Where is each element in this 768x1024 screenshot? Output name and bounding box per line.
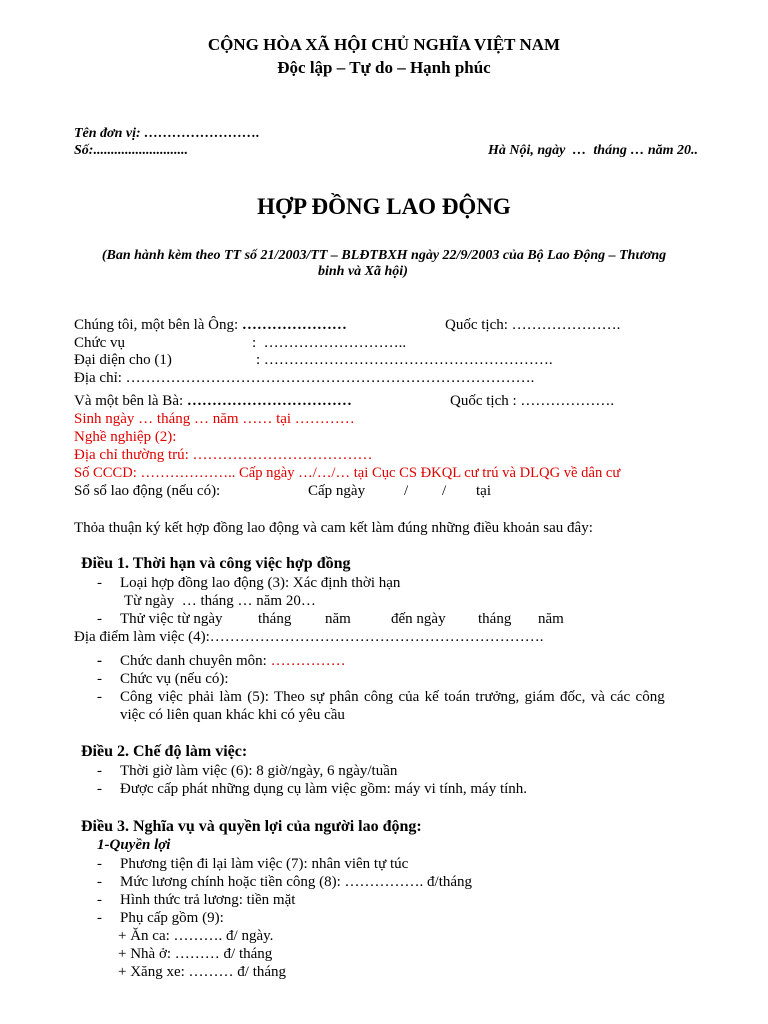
party-b-dob: Sinh ngày … tháng … năm …… tại ………… [74, 411, 355, 427]
bullet-dash: - [97, 575, 102, 591]
party-b-residence: Địa chỉ thường trú: ……………………………… [74, 447, 373, 463]
bullet-dash: - [97, 653, 102, 669]
party-b-intro-label: Và một bên là Bà: [74, 393, 184, 409]
bullet-dash: - [97, 689, 102, 705]
article-2-heading: Điều 2. Chế độ làm việc: [81, 743, 248, 760]
party-b-issued-label: Cấp ngày [308, 483, 366, 499]
party-a-position-value: : ……………………….. [252, 335, 407, 351]
job-position: Chức vụ (nếu có): [120, 671, 229, 687]
unit-name-line: Tên đơn vị: ……………………. [74, 126, 260, 141]
equipment-provided: Được cấp phát những dụng cụ làm việc gồm: máy vi tính, máy tính. [120, 781, 528, 797]
party-a-intro [74, 316, 347, 334]
professional-title-dots: …………… [266, 653, 346, 669]
motto-heading: Độc lập – Tự do – Hạnh phúc [277, 58, 491, 77]
probation-end-year-label: năm [538, 611, 564, 627]
party-b-labor-book: Sổ sổ lao động (nếu có): [74, 483, 221, 499]
bullet-dash: - [97, 892, 102, 908]
salary-line: Mức lương chính hoặc tiền công (8): ……………. đ/tháng [120, 874, 473, 890]
duties-line-2: việc có liên quan khác khi có yêu cầu [120, 707, 345, 723]
bullet-dash: - [97, 671, 102, 687]
document-number-line: Số:........................... [74, 143, 188, 158]
fuel-allowance: + Xăng xe: ……… đ/ tháng [118, 964, 287, 980]
party-b-issued-slash-1: / [404, 483, 409, 499]
bullet-dash: - [97, 763, 102, 779]
probation-end-month-label: tháng [478, 611, 512, 627]
allowance-line: Phụ cấp gồm (9): [120, 910, 224, 926]
probation-from-label: Thử việc từ ngày [120, 611, 223, 627]
bullet-dash: - [97, 611, 102, 627]
working-hours: Thời giờ làm việc (6): 8 giờ/ngày, 6 ngày/tuần [120, 763, 398, 779]
party-b-occupation: Nghề nghiệp (2): [74, 429, 177, 445]
probation-to-label: đến ngày [391, 611, 446, 627]
housing-allowance: + Nhà ở: ……… đ/ tháng [118, 946, 273, 962]
party-a-represent-label: Đại diện cho (1) [74, 352, 172, 368]
bullet-dash: - [97, 856, 102, 872]
party-a-nationality: Quốc tịch: …………………. [445, 317, 621, 333]
professional-title-label: Chức danh chuyên môn: [120, 653, 267, 669]
agreement-statement: Thỏa thuận ký kết hợp đồng lao động và cam kết làm đúng những điều khoản sau đây: [74, 520, 593, 536]
contract-start-date: Từ ngày … tháng … năm 20… [124, 593, 316, 609]
party-a-position-label: Chức vụ [74, 335, 126, 351]
party-b-nationality: Quốc tịch : ………………. [450, 393, 615, 409]
bullet-dash: - [97, 874, 102, 890]
party-b-intro [74, 392, 352, 410]
place-date-line: Hà Nội, ngày … tháng … năm 20.. [488, 143, 699, 158]
duties-line-1: Công việc phải làm (5): Theo sự phân công của kế toán trưởng, giám đốc, và các công [120, 689, 665, 705]
rights-subheading: 1-Quyền lợi [97, 837, 171, 853]
party-b-issued-slash-2: / [442, 483, 447, 499]
party-a-intro-label: Chúng tôi, một bên là Ông: [74, 317, 239, 333]
subtitle-line-2: binh và Xã hội) [318, 264, 408, 279]
transport-line: Phương tiện đi lại làm việc (7): nhân viên tự túc [120, 856, 409, 872]
workplace-line: Địa điểm làm việc (4):…………………………………………………………. [74, 629, 544, 645]
bullet-dash: - [97, 910, 102, 926]
document-title: HỢP ĐỒNG LAO ĐỘNG [257, 194, 511, 219]
party-b-name-dots: …………………………… [186, 393, 352, 409]
party-a-represent-value: : …………………………………………………. [256, 352, 553, 368]
bullet-dash: - [97, 781, 102, 797]
pay-method-line: Hình thức trả lương: tiền mặt [120, 892, 296, 908]
professional-title [120, 652, 346, 670]
probation-month-label: tháng [258, 611, 292, 627]
contract-type: Loại hợp đồng lao động (3): Xác định thời hạn [120, 575, 401, 591]
party-b-issued-at: tại [476, 483, 491, 499]
meal-allowance: + Ăn ca: ………. đ/ ngày. [118, 928, 274, 944]
subtitle-line-1: (Ban hành kèm theo TT số 21/2003/TT – BLĐTBXH ngày 22/9/2003 của Bộ Lao Động – Thương [101, 248, 667, 263]
republic-heading: CỘNG HÒA XÃ HỘI CHỦ NGHĨA VIỆT NAM [207, 35, 561, 54]
party-b-id-card: Số CCCD: ……………….. Cấp ngày …/…/… tại Cục CS ĐKQL cư trú và DLQG về dân cư [74, 465, 621, 481]
party-a-address: Địa chỉ: ………………………………………………………………………. [74, 370, 535, 386]
article-1-heading: Điều 1. Thời hạn và công việc hợp đồng [81, 555, 351, 572]
article-3-heading: Điều 3. Nghĩa vụ và quyền lợi của người lao động: [81, 818, 422, 835]
probation-year-label: năm [325, 611, 351, 627]
party-a-name-dots: ………………… [241, 317, 347, 333]
